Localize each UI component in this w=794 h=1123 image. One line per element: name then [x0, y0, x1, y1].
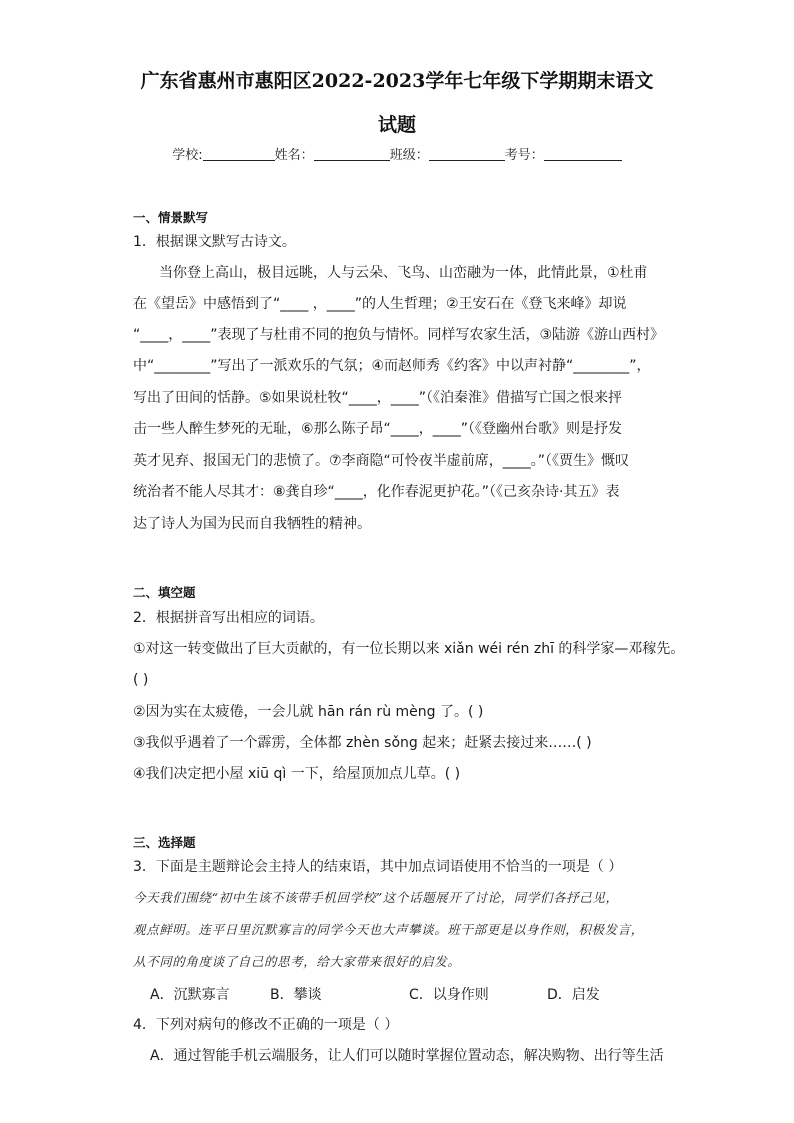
- number-label: 考号：: [504, 148, 544, 163]
- section-heading-3: 三、选择题: [133, 835, 196, 850]
- exam-title-line2: 试题: [377, 114, 416, 136]
- q3-passage-line: 从不同的角度谈了自己的思考，给大家带来很好的启发。: [133, 954, 461, 969]
- q3-option-d[interactable]: D．启发: [547, 987, 600, 1003]
- question-1-stem: 1．根据课文默写古诗文。: [133, 234, 296, 250]
- q4-option-a[interactable]: A．通过智能手机云端服务，让人们可以随时掌握位置动态，解决购物、出行等生活: [150, 1048, 664, 1064]
- question-3-stem: 3．下面是主题辩论会主持人的结束语，其中加点词语使用不恰当的一项是（ ）: [133, 859, 623, 875]
- q1-line: 中“________”写出了一派欢乐的气氛；④而赵师秀《约客》中以声衬静“________”，: [133, 358, 651, 374]
- section-heading-1: 一、情景默写: [133, 210, 209, 225]
- q3-passage-line: 今天我们围绕“初中生该不该带手机回学校”这个话题展开了讨论，同学们各抒己见，: [133, 890, 619, 905]
- name-blank[interactable]: [314, 146, 390, 161]
- q1-line: 英才见弃、报国无门的悲愤了。⑦李商隐“可怜夜半虚前席，____。”（《贾生》慨叹: [133, 453, 630, 469]
- question-2-stem: 2．根据拼音写出相应的词语。: [133, 610, 324, 626]
- name-label: 姓名：: [274, 148, 314, 163]
- q3-option-c[interactable]: C．以身作则: [409, 987, 489, 1003]
- q2-item: ( ): [133, 672, 149, 688]
- q3-passage-line: 观点鲜明。连平日里沉默寡言的同学今天也大声攀谈。班干部更是以身作则，积极发言，: [133, 922, 644, 937]
- q1-line: “____，____”表现了与杜甫不同的抱负与情怀。同样写农家生活，③陆游《游山西村》: [133, 327, 665, 343]
- q3-options: [150, 984, 650, 1002]
- q1-line: 在《望岳》中感悟到了“____ ，____”的人生哲理；②王安石在《登飞来峰》却说: [133, 296, 627, 312]
- q1-line: 击一些人醉生梦死的无耻，⑥那么陈子昂“____，____”（《登幽州台歌》则是抒发: [133, 421, 623, 437]
- question-4-stem: 4．下列对病句的修改不正确的一项是（ ）: [133, 1017, 399, 1033]
- q3-option-b[interactable]: B．攀谈: [270, 987, 322, 1003]
- q2-item: ④我们决定把小屋 xiū qì 一下，给屋顶加点儿草。( ): [133, 766, 461, 782]
- school-label: 学校:: [172, 148, 203, 163]
- q1-line: 写出了田间的恬静。⑤如果说杜牧“____，____”（《泊秦淮》借描写亡国之恨来抨: [133, 390, 623, 406]
- q1-line: 统治者不能人尽其才：⑧龚自珍“____，化作春泥更护花。”（《己亥杂诗·其五》表: [133, 484, 620, 500]
- section-heading-2: 二、填空题: [133, 585, 196, 600]
- student-info-row: [0, 144, 794, 163]
- q2-item: ②因为实在太疲倦，一会儿就 hān rán rù mèng 了。( ): [133, 704, 484, 720]
- q2-item: ③我似乎遇着了一个霹雳，全体都 zhèn sǒng 起来；赶紧去接过来……( ): [133, 735, 592, 751]
- number-blank[interactable]: [544, 146, 622, 161]
- class-blank[interactable]: [429, 146, 505, 161]
- q2-item: ①对这一转变做出了巨大贡献的，有一位长期以来 xiǎn wéi rén zhī 的科学家—邓稼先。: [133, 641, 685, 657]
- q1-line: 当你登上高山，极目远眺，人与云朵、飞鸟、山峦融为一体，此情此景，①杜甫: [159, 265, 648, 281]
- class-label: 班级：: [389, 148, 429, 163]
- q1-line: 达了诗人为国为民而自我牺牲的精神。: [133, 516, 371, 532]
- exam-title-line1: 广东省惠州市惠阳区2022-2023学年七年级下学期期末语文: [140, 70, 654, 92]
- q3-option-a[interactable]: A．沉默寡言: [150, 987, 230, 1003]
- school-blank[interactable]: [203, 146, 275, 161]
